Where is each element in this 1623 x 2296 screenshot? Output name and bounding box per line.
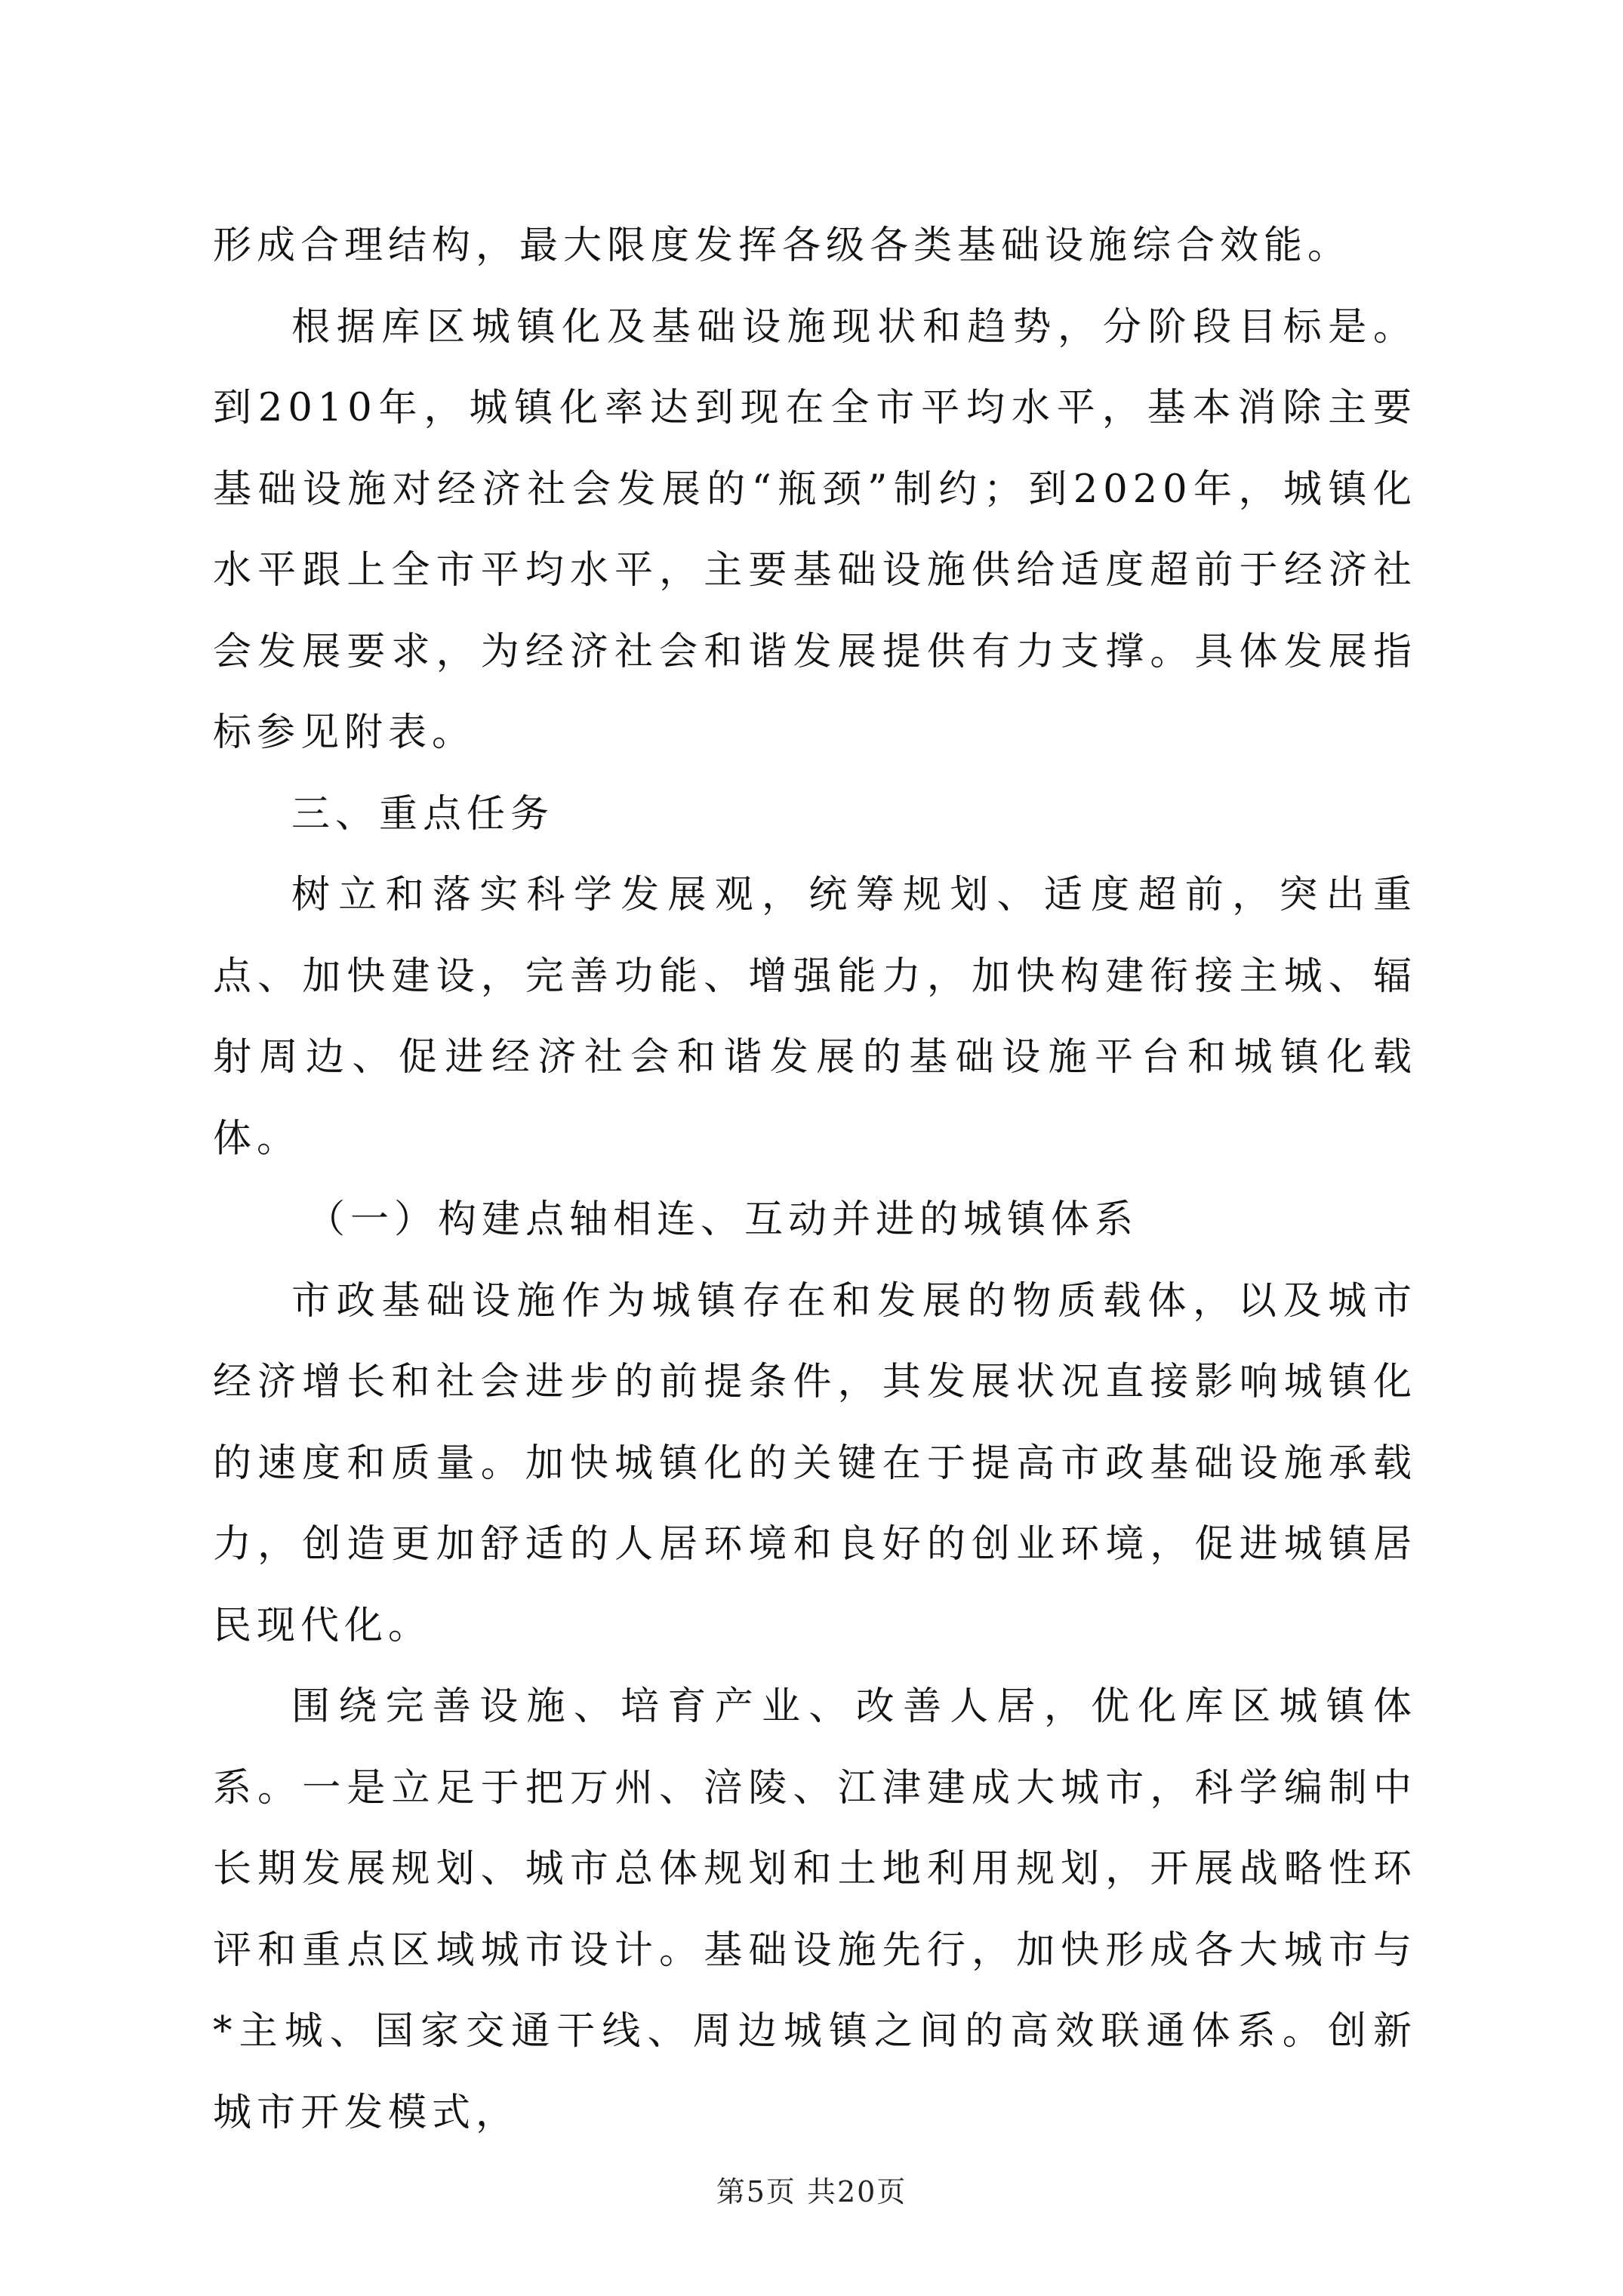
subsection-heading: （一）构建点轴相连、互动并进的城镇体系: [306, 1197, 1139, 1242]
section-heading: 三、重点任务: [291, 791, 555, 837]
paragraph-3: 树立和落实科学发展观，统筹规划、适度超前，突出重点、加快建设，完善功能、增强能力，加快构建衔接主城、辐射周边、促进经济社会和谐发展的基础设施平台和城镇化载体。: [213, 873, 1417, 1161]
paragraph-1: 形成合理结构，最大限度发挥各级各类基础设施综合效能。: [213, 223, 1352, 268]
paragraph-2: 根据库区城镇化及基础设施现状和趋势，分阶段目标是。到2010年，城镇化率达到现在全市平均水平，基本消除主要基础设施对经济社会发展的“瓶颈”制约；到2020年，城镇化水平跟上全市平均水平，主要基础设施供给适度超前于经济社会发展要求，为经济社会和谐发展提供有力支撑。具体发展指标参见附表。: [213, 304, 1417, 755]
page-footer: 第5页 共20页: [716, 2175, 907, 2208]
paragraph-5: 围绕完善设施、培育产业、改善人居，优化库区城镇体系。一是立足于把万州、涪陵、江津建成大城市，科学编制中长期发展规划、城市总体规划和土地利用规划，开展战略性环评和重点区域城市设计。基础设施先行，加快形成各大城市与*主城、国家交通干线、周边城镇之间的高效联通体系。创新城市开发模式，: [213, 1684, 1417, 2135]
document-body: [213, 205, 1417, 2153]
paragraph-4: 市政基础设施作为城镇存在和发展的物质载体，以及城市经济增长和社会进步的前提条件，其发展状况直接影响城镇化的速度和质量。加快城镇化的关键在于提高市政基础设施承载力，创造更加舒适的人居环境和良好的创业环境，促进城镇居民现代化。: [213, 1278, 1417, 1648]
